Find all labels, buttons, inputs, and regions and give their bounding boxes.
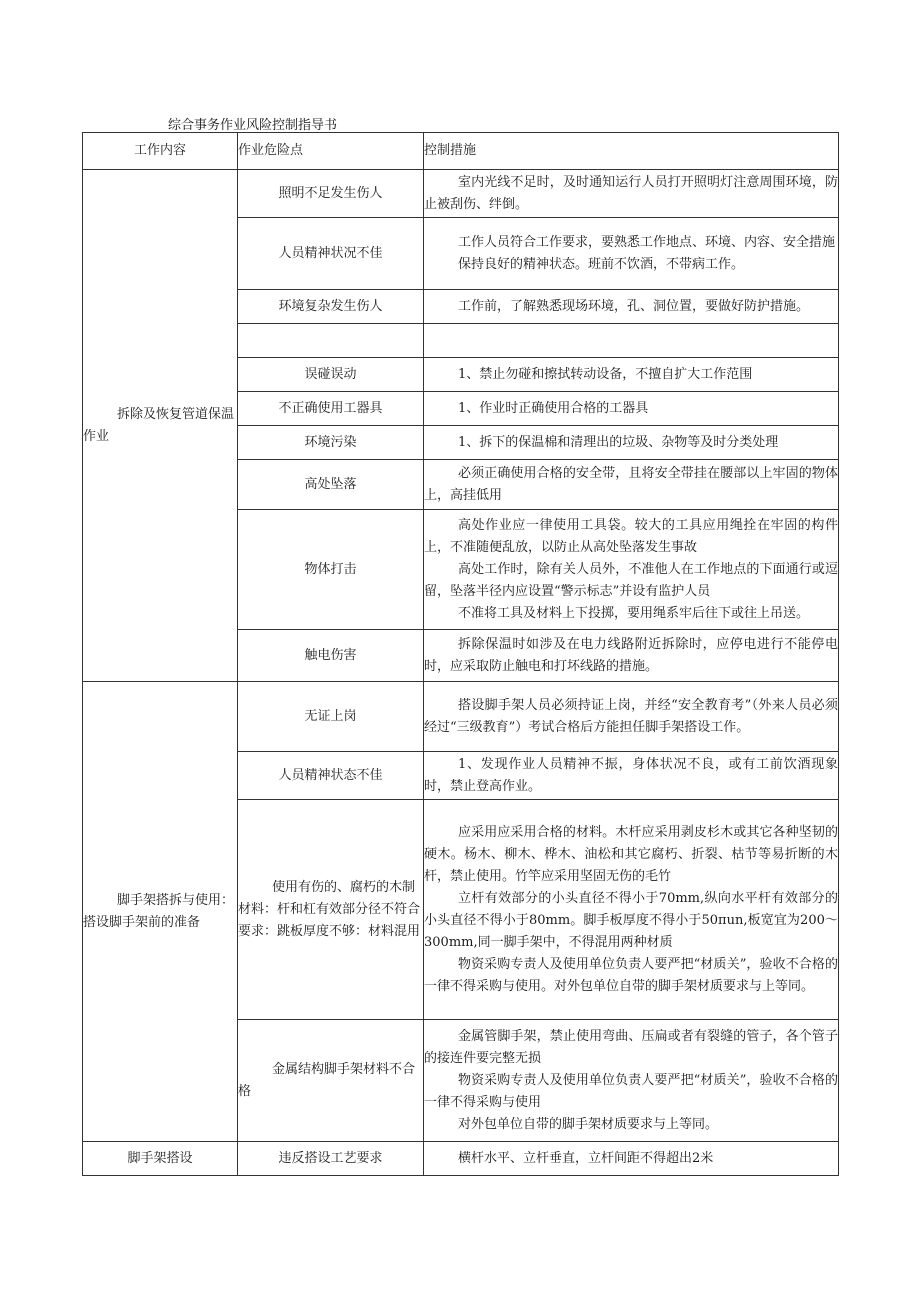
table-header-row [83,133,839,170]
measure-cell [424,426,839,460]
measure-text: 物资采购专责人及使用单位负责人要严把“材质关”，验收不合格的一律不得采购与使用 [424,1072,838,1110]
measure-text: 物资采购专责人及使用单位负责人要严把“材质关”，验收不合格的一律不得采购与使用。对外包单位自带的脚手架材质要求与上等同。 [424,956,838,994]
measure-text: 金属管脚手架，禁止使用弯曲、压扁或者有裂缝的管子，各个管子的接连件要完整无损 [424,1028,838,1066]
table-row [83,170,839,218]
measure-text: 1、禁止勿碰和擦拭转动设备，不擅自扩大工作范围 [458,366,753,382]
measure-cell [424,170,839,218]
work-content-cell [83,682,238,1142]
hazard-cell: 环境污染 [238,426,424,460]
hazard-cell: 照明不足发生伤人 [238,170,424,218]
measure-cell [424,1142,839,1176]
measure-text: 应采用应采用合格的材料。木杆应采用剥皮杉木或其它各种坚韧的硬木。杨木、柳木、桦木、油松和其它腐朽、折裂、枯节等易折断的木杆，禁止使用。竹竿应采用坚固无伤的毛竹 [424,824,838,884]
measure-cell [424,682,839,752]
measure-text: 高处作业应一律使用工具袋。较大的工具应用绳拴在牢固的构件上，不准随便乱放，以防止从高处坠落发生事故 [424,517,838,555]
header-hazard-point: 作业危险点 [238,133,424,170]
measure-cell [424,218,839,290]
measure-cell [424,290,839,324]
measure-cell [424,460,839,510]
measure-text: 不准将工具及材料上下投掷，要用绳系牢后往下或往上吊送。 [458,605,810,621]
hazard-text: 金属结构脚手架材料不合格 [238,1061,416,1099]
work-content-text: 拆除及恢复管道保温作业 [83,406,235,444]
hazard-cell: 物体打击 [238,510,424,630]
measure-text: 1、发现作业人员精神不振，身体状况不良，或有工前饮酒现象时，禁止登高作业。 [424,756,838,794]
table-row [83,1142,839,1176]
measure-text: 保持良好的精神状态。班前不饮酒，不带病工作。 [458,256,745,272]
measure-text: 拆除保温时如涉及在电力线路附近拆除时，应停电进行不能停电时，应采取防止触电和打坏线路的措施。 [424,636,838,674]
header-work-content: 工作内容 [83,133,238,170]
measure-text: 工作前，了解熟悉现场环境，孔、洞位置，要做好防护措施。 [458,298,810,314]
hazard-cell [238,324,424,358]
measure-cell [424,358,839,392]
measure-text: 对外包单位自带的脚手架材质要求与上等同。 [458,1116,719,1132]
measure-text: 工作人员符合工作要求，要熟悉工作地点、环境、内容、安全措施 [458,234,836,250]
hazard-cell: 人员精神状况不佳 [238,218,424,290]
hazard-cell [238,800,424,1020]
hazard-cell: 高处坠落 [238,460,424,510]
work-content-cell [83,170,238,682]
hazard-cell: 误碰误动 [238,358,424,392]
measure-cell [424,630,839,682]
work-content-text: 脚手架搭拆与使用：搭设脚手架前的准备 [83,892,235,930]
measure-cell [424,1020,839,1142]
hazard-cell: 不正确使用工器具 [238,392,424,426]
measure-text: 搭设脚手架人员必须持证上岗，并经“安全教育考”（外来人员必须经过“三级教育”）考试合格后方能担任脚手架搭设工作。 [424,697,838,735]
measure-text: 必须正确使用合格的安全带，且将安全带挂在腰部以上牢固的物体上，高挂低用 [424,465,838,503]
measure-text: 室内光线不足时，及时通知运行人员打开照明灯注意周围环境，防止被刮伤、绊倒。 [424,174,838,212]
document-title: 综合事务作业风险控制指导书 [168,118,338,133]
risk-control-table [82,132,839,1176]
measure-cell [424,392,839,426]
measure-text: 高处工作时，除有关人员外，不准他人在工作地点的下面通行或逗留，坠落半径内应设置“警示标志”并设有监护人员 [424,561,838,599]
table-row [83,682,839,752]
measure-text: 1、作业时正确使用合格的工器具 [458,400,649,416]
hazard-text: 使用有伤的、腐朽的木制材料：杆和杠有效部分径不符合要求：跳板厚度不够：材料混用 [238,879,421,939]
measure-text: 1、拆下的保温棉和清理出的垃圾、杂物等及时分类处理 [458,434,779,450]
measure-cell [424,752,839,800]
hazard-cell: 环境复杂发生伤人 [238,290,424,324]
measure-cell [424,510,839,630]
measure-cell [424,800,839,1020]
measure-text: 立杆有效部分的小头直径不得小于70mm,纵向水平杆有效部分的小头直径不得小于80mm。脚手板厚度不得小于50πun,板宽宜为200～300mm,同一脚手架中，不得混用两种材质 [424,890,838,950]
hazard-cell: 无证上岗 [238,682,424,752]
work-content-cell: 脚手架搭设 [83,1142,238,1176]
measure-cell [424,324,839,358]
hazard-cell: 违反搭设工艺要求 [238,1142,424,1176]
hazard-cell: 触电伤害 [238,630,424,682]
hazard-cell [238,1020,424,1142]
header-control-measure: 控制措施 [424,133,839,170]
hazard-cell: 人员精神状态不佳 [238,752,424,800]
measure-text: 横杆水平、立杆垂直，立杆间距不得超出2米 [458,1150,714,1166]
